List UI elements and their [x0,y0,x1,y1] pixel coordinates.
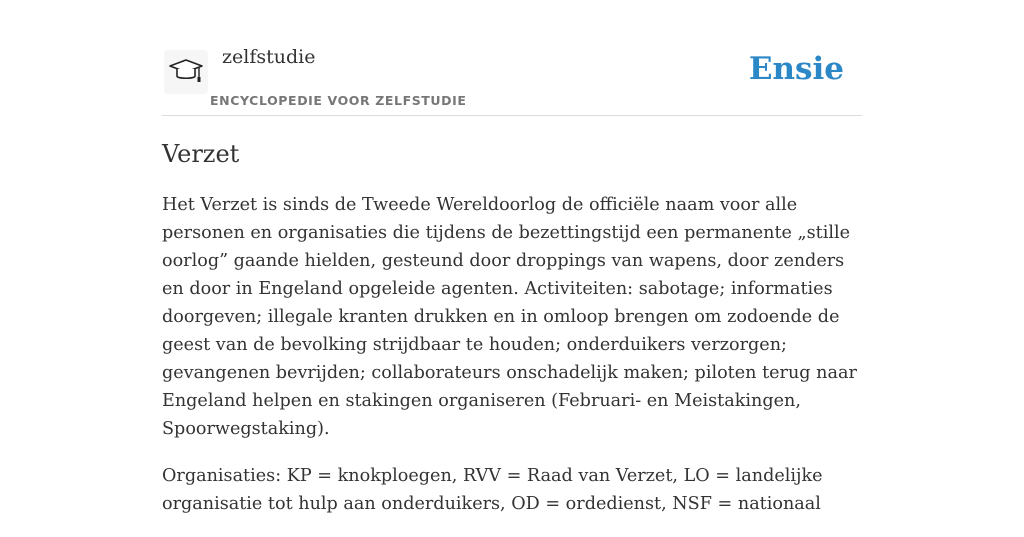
site-header [162,0,862,116]
ensie-brand-link[interactable]: Ensie [748,51,844,87]
site-logo[interactable] [164,50,208,94]
article-body [162,191,862,537]
article-paragraph: Organisaties: KP = knokploegen, RVV = Raad van Verzet, LO = landelijke organisatie tot hulp aan onderduikers, OD = ordedienst, NSF = nationaal [162,466,823,514]
site-tagline: ENCYCLOPEDIE VOOR ZELFSTUDIE [210,93,467,108]
page-container [162,0,862,514]
article-paragraph: Het Verzet is sinds de Tweede Wereldoorlog de officiële naam voor alle personen en organisaties die tijdens de bezettingstijd een permanente „stille oorlog” gaande hielden, gesteund door droppings van wapens, door zenders en door in Engeland opgeleide agenten. Activiteiten: sabotage; informaties doorgeven; illegale kranten drukken en in omloop brengen om zodoende de geest van de bevolking strijdbaar te houden; onderduikers verzorgen; gevangenen bevrijden; collaborateurs onschadelijk maken; piloten terug naar Engeland helpen en stakingen organiseren (Februari- en Meistakingen, Spoorwegstaking). [162,195,857,439]
site-name[interactable]: zelfstudie [222,46,316,68]
article-title: Verzet [162,140,240,168]
